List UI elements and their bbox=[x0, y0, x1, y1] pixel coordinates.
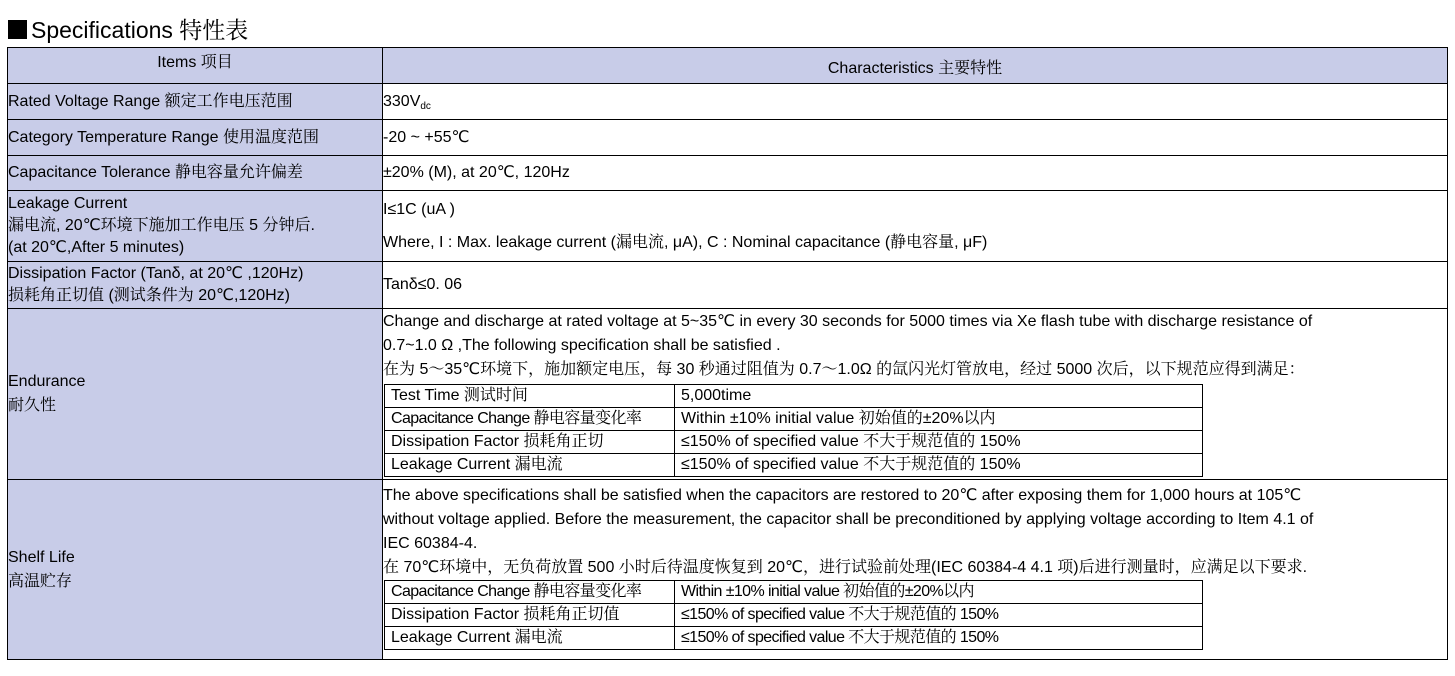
leakage-formula: I≤1C (uA ) bbox=[383, 200, 455, 218]
endurance-value-cell: 5,000time bbox=[675, 385, 1203, 408]
category-temperature-value: -20 ~ +55℃ bbox=[383, 120, 1448, 156]
table-row bbox=[385, 408, 1203, 431]
rated-voltage-number: 330V bbox=[383, 92, 421, 110]
endurance-item-cell: Test Time 测试时间 bbox=[385, 385, 675, 408]
endurance-label-en: Endurance bbox=[8, 373, 86, 390]
table-row bbox=[385, 454, 1203, 477]
table-row bbox=[8, 120, 1448, 156]
header-items: Items 项目 bbox=[8, 48, 383, 84]
category-temperature-label: Category Temperature Range 使用温度范围 bbox=[8, 120, 383, 156]
leakage-current-value bbox=[383, 191, 1448, 262]
shelf-life-label-cn: 高温贮存 bbox=[8, 572, 73, 590]
dissipation-factor-value: Tanδ≤0. 06 bbox=[383, 262, 1448, 309]
specifications-table bbox=[7, 47, 1448, 660]
endurance-subtable bbox=[384, 384, 1203, 477]
endurance-value bbox=[383, 309, 1448, 480]
table-row bbox=[385, 581, 1203, 604]
endurance-item-cell: Leakage Current 漏电流 bbox=[385, 454, 675, 477]
shelf-life-value bbox=[383, 480, 1448, 660]
shelf-life-value-cell: ≤150% of specified value 不大于规范值的 150% bbox=[675, 627, 1203, 650]
endurance-text-en-2: 0.7~1.0 Ω ,The following specification shall be satisfied . bbox=[383, 337, 781, 354]
capacitance-tolerance-label: Capacitance Tolerance 静电容量允许偏差 bbox=[8, 156, 383, 191]
shelf-life-text-en-1: The above specifications shall be satisfied when the capacitors are restored to 20℃ after exposing them for 1,000 hours at 105℃ bbox=[383, 487, 1302, 504]
table-row bbox=[8, 309, 1448, 480]
table-row bbox=[385, 385, 1203, 408]
shelf-life-value-cell: Within ±10% initial value 初始值的±20%以内 bbox=[675, 581, 1203, 604]
table-header-row bbox=[8, 48, 1448, 84]
endurance-label bbox=[8, 309, 383, 480]
endurance-item-cell: Dissipation Factor 损耗角正切 bbox=[385, 431, 675, 454]
endurance-value-cell: ≤150% of specified value 不大于规范值的 150% bbox=[675, 431, 1203, 454]
table-row bbox=[385, 431, 1203, 454]
leakage-current-label bbox=[8, 191, 383, 262]
shelf-life-item-cell: Leakage Current 漏电流 bbox=[385, 627, 675, 650]
shelf-life-text-en-2: without voltage applied. Before the measurement, the capacitor shall be preconditioned by applying voltage according to Item 4.1 of bbox=[383, 511, 1314, 528]
rated-voltage-subscript: dc bbox=[420, 100, 431, 112]
table-row bbox=[8, 156, 1448, 191]
shelf-life-value-cell: ≤150% of specified value 不大于规范值的 150% bbox=[675, 604, 1203, 627]
leakage-label-line1: Leakage Current bbox=[8, 195, 128, 212]
rated-voltage-value bbox=[383, 84, 1448, 120]
endurance-text-cn: 在为 5～35℃环境下，施加额定电压，每 30 秒通过阻值为 0.7～1.0Ω 的氙闪光灯管放电，经过 5000 次后，以下规范应得到满足： bbox=[383, 361, 1305, 378]
header-characteristics: Characteristics 主要特性 bbox=[383, 48, 1448, 84]
leakage-label-line2: 漏电流, 20℃环境下施加工作电压 5 分钟后. bbox=[8, 217, 315, 234]
endurance-item-cell: Capacitance Change 静电容量变化率 bbox=[385, 408, 675, 431]
table-row bbox=[385, 627, 1203, 650]
dissipation-factor-label bbox=[8, 262, 383, 309]
dissipation-label-line1: Dissipation Factor (Tanδ, at 20℃ ,120Hz) bbox=[8, 265, 304, 282]
table-row bbox=[8, 262, 1448, 309]
page-title-text: Specifications 特性表 bbox=[31, 17, 249, 43]
leakage-label-line3: (at 20℃,After 5 minutes) bbox=[8, 239, 185, 256]
shelf-life-label-en: Shelf Life bbox=[8, 548, 75, 566]
shelf-life-text-en-3: IEC 60384-4. bbox=[383, 535, 478, 552]
dissipation-label-line2: 损耗角正切值 (测试条件为 20℃,120Hz) bbox=[8, 287, 291, 304]
table-row bbox=[8, 480, 1448, 660]
endurance-text-en-1: Change and discharge at rated voltage at 5~35℃ in every 30 seconds for 5000 times via Xe flash tube with discharge resistance of bbox=[383, 313, 1313, 330]
rated-voltage-label: Rated Voltage Range 额定工作电压范围 bbox=[8, 84, 383, 120]
shelf-life-item-cell: Dissipation Factor 损耗角正切值 bbox=[385, 604, 675, 627]
table-row bbox=[8, 191, 1448, 262]
endurance-value-cell: Within ±10% initial value 初始值的±20%以内 bbox=[675, 408, 1203, 431]
capacitance-tolerance-value: ±20% (M), at 20℃, 120Hz bbox=[383, 156, 1448, 191]
table-row bbox=[385, 604, 1203, 627]
shelf-life-subtable bbox=[384, 580, 1203, 650]
square-bullet-icon bbox=[8, 20, 27, 39]
table-row bbox=[8, 84, 1448, 120]
shelf-life-label bbox=[8, 480, 383, 660]
page-title bbox=[8, 14, 248, 46]
shelf-life-text-cn: 在 70℃环境中，无负荷放置 500 小时后待温度恢复到 20℃，进行试验前处理(IEC 60384-4 4.1 项)后进行测量时，应满足以下要求. bbox=[383, 559, 1308, 576]
leakage-definition: Where, I : Max. leakage current (漏电流, μA), C : Nominal capacitance (静电容量, μF) bbox=[383, 233, 988, 251]
shelf-life-item-cell: Capacitance Change 静电容量变化率 bbox=[385, 581, 675, 604]
endurance-label-cn: 耐久性 bbox=[8, 397, 57, 414]
endurance-value-cell: ≤150% of specified value 不大于规范值的 150% bbox=[675, 454, 1203, 477]
